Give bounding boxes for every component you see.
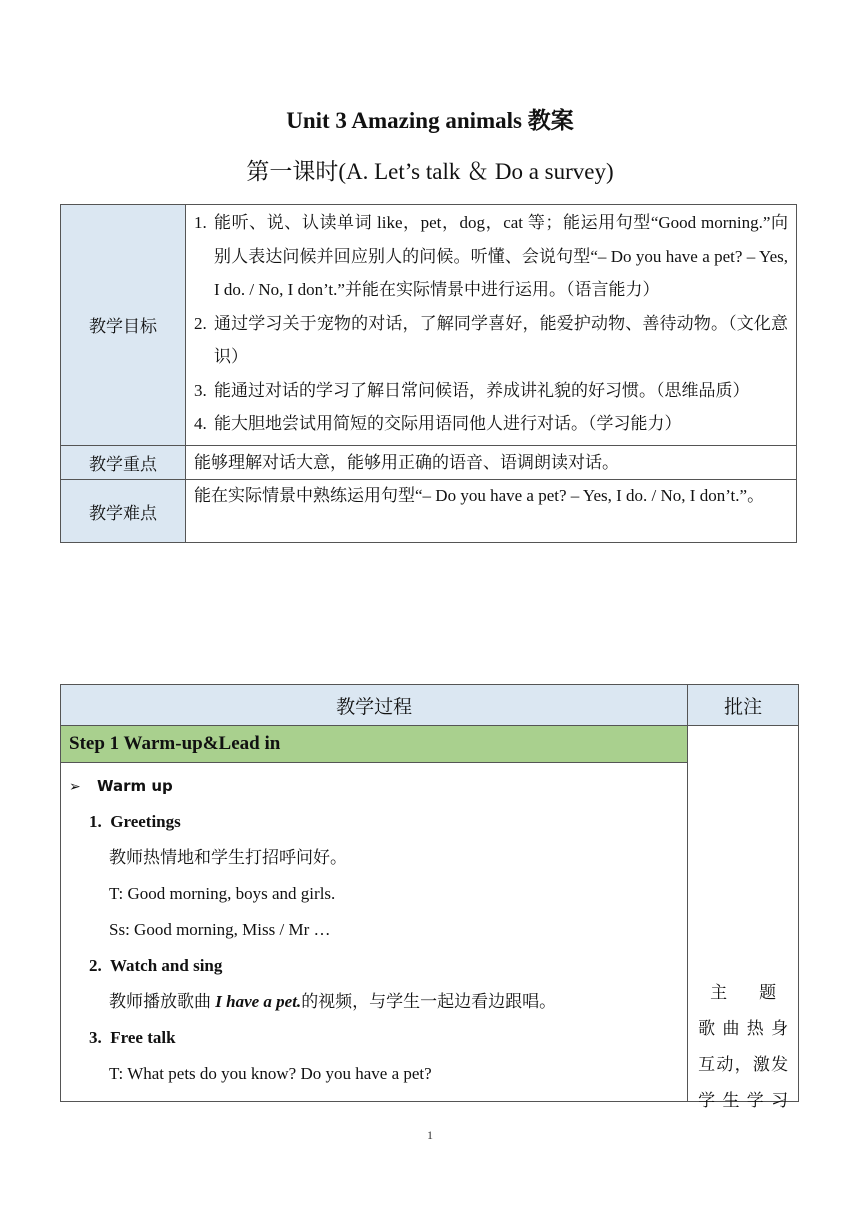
difficulty-label: 教学难点: [61, 480, 186, 543]
note-line: 歌曲热身: [698, 1019, 789, 1038]
note-line: 主题: [710, 983, 777, 1002]
process-line: T: Good morning, boys and girls.: [109, 884, 336, 903]
notes-header: 批注: [688, 685, 799, 726]
process-line: Ss: Good morning, Miss / Mr …: [109, 920, 331, 939]
lesson-subtitle: 第一课时(A. Let’s talk ＆ Do a survey): [246, 159, 614, 184]
step-title: Step 1 Warm-up&Lead in: [61, 726, 688, 763]
process-line: 教师播放歌曲 I have a pet.的视频，与学生一起边看边跟唱。: [109, 992, 557, 1011]
goal-item: 2. 通过学习关于宠物的对话，了解同学喜好，能爱护动物、善待动物。（文化意识）: [194, 313, 788, 366]
section-heading: 1. Greetings: [89, 812, 181, 831]
note-line: 互动，激发: [698, 1055, 789, 1074]
key-points-cell: 能够理解对话大意，能够用正确的语音、语调朗读对话。: [186, 445, 797, 480]
goal-item: 1. 能听、说、认读单词 like，pet，dog，cat 等；能运用句型“Good morning.”向别人表达问候并回应别人的问候。听懂、会说句型“– Do you have a pet? – Yes, I do. / No, I don’t.”并能在实际情景中进行运用。（语言能力）: [194, 213, 788, 299]
goal-item: 3. 能通过对话的学习了解日常问候语，养成讲礼貌的好习惯。（思维品质）: [194, 380, 750, 400]
section-heading: 3. Free talk: [89, 1028, 176, 1047]
process-line: T: What pets do you know? Do you have a pet?: [109, 1064, 432, 1083]
goals-label: 教学目标: [61, 205, 186, 446]
process-line: 教师热情地和学生打招呼问好。: [109, 848, 347, 867]
process-header: 教学过程: [61, 685, 688, 726]
document-title: Unit 3 Amazing animals 教案: [286, 108, 574, 133]
goal-item: 4. 能大胆地尝试用简短的交际用语同他人进行对话。（学习能力）: [194, 414, 682, 433]
page-number: 1: [427, 1128, 433, 1142]
objectives-table: [60, 204, 797, 543]
key-points-label: 教学重点: [61, 445, 186, 480]
process-content: [61, 763, 688, 1102]
goals-cell: [186, 205, 797, 446]
notes-cell: [688, 726, 799, 1110]
note-line: 学生学习: [698, 1091, 789, 1110]
warm-up-heading: Warm up: [96, 777, 173, 795]
bullet-arrow-icon: ➢: [69, 779, 81, 795]
difficulty-cell: 能在实际情景中熟练运用句型“– Do you have a pet? – Yes, I do. / No, I don’t.”。: [186, 480, 797, 543]
section-heading: 2. Watch and sing: [89, 956, 223, 975]
process-table: [60, 684, 799, 1110]
